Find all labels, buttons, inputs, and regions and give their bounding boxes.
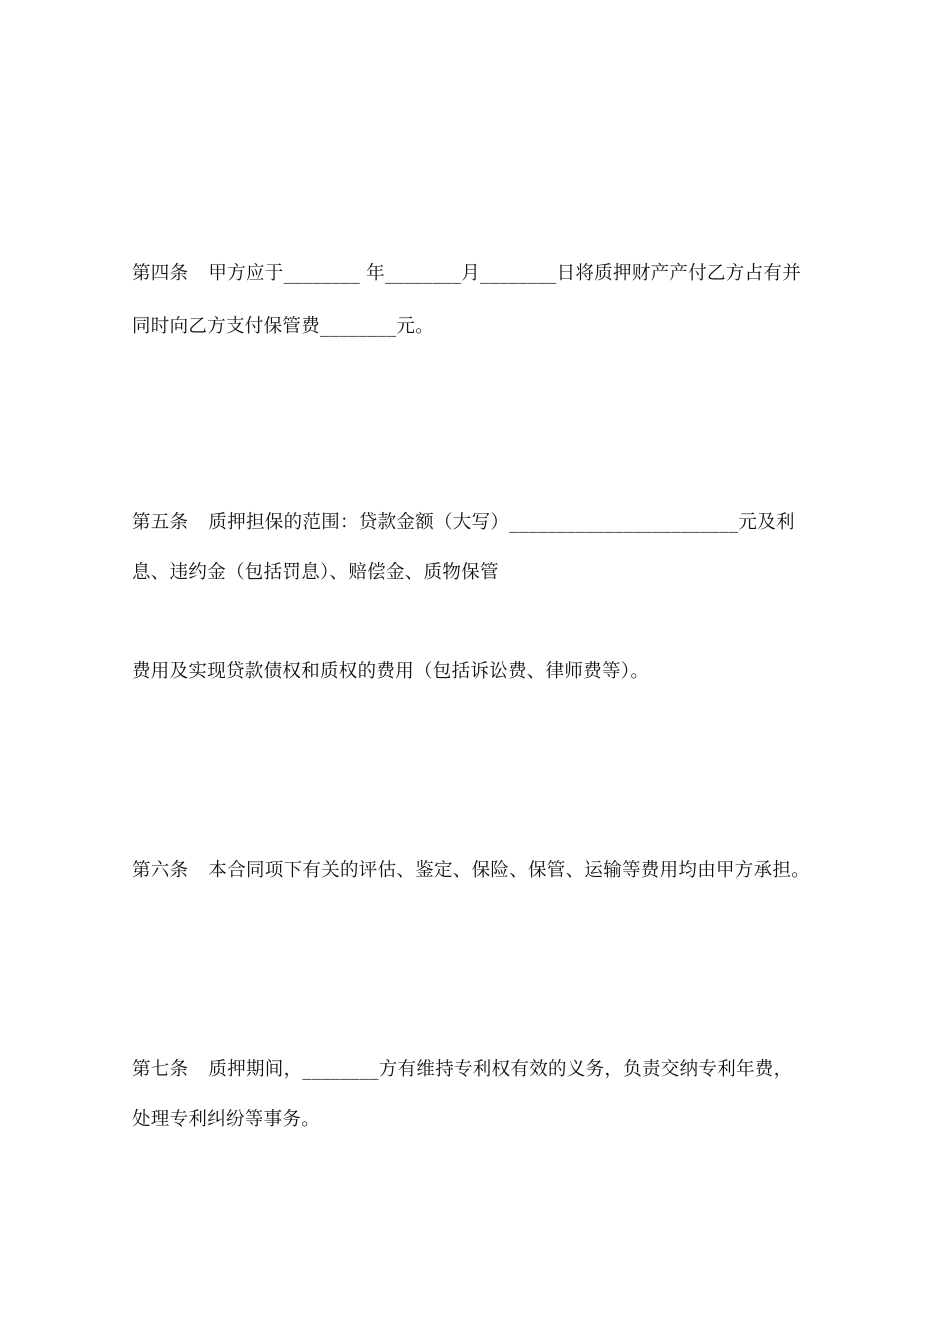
article-6-label: 第六条 <box>132 860 189 881</box>
article-7-text-1: 质押期间，________方有维持专利权有效的义务，负责交纳专利年费， <box>208 1059 793 1080</box>
article-6-text-1: 本合同项下有关的评估、鉴定、保险、保管、运输等费用均由甲方承担。 <box>208 860 811 881</box>
article-7-label: 第七条 <box>132 1059 189 1080</box>
article-4-text-1: 甲方应于________ 年________月________日将质押财产产付乙方占有并 <box>208 263 801 284</box>
article-5-line-1 <box>132 511 832 535</box>
article-4-line-1 <box>132 262 832 286</box>
article-5-line-2: 息、违约金（包括罚息）、赔偿金、质物保管 <box>132 562 499 583</box>
article-4-label: 第四条 <box>132 263 189 284</box>
article-7-line-2: 处理专利纠纷等事务。 <box>132 1109 321 1130</box>
article-5-line-3: 费用及实现贷款债权和质权的费用（包括诉讼费、律师费等）。 <box>132 661 650 682</box>
article-5-label: 第五条 <box>132 512 189 533</box>
article-5-text-1: 质押担保的范围：贷款金额（大写）________________________元及利 <box>208 512 795 533</box>
article-4-line-2: 同时向乙方支付保管费________元。 <box>132 316 435 337</box>
article-7-line-1 <box>132 1058 832 1082</box>
article-6-line-1 <box>132 859 832 883</box>
